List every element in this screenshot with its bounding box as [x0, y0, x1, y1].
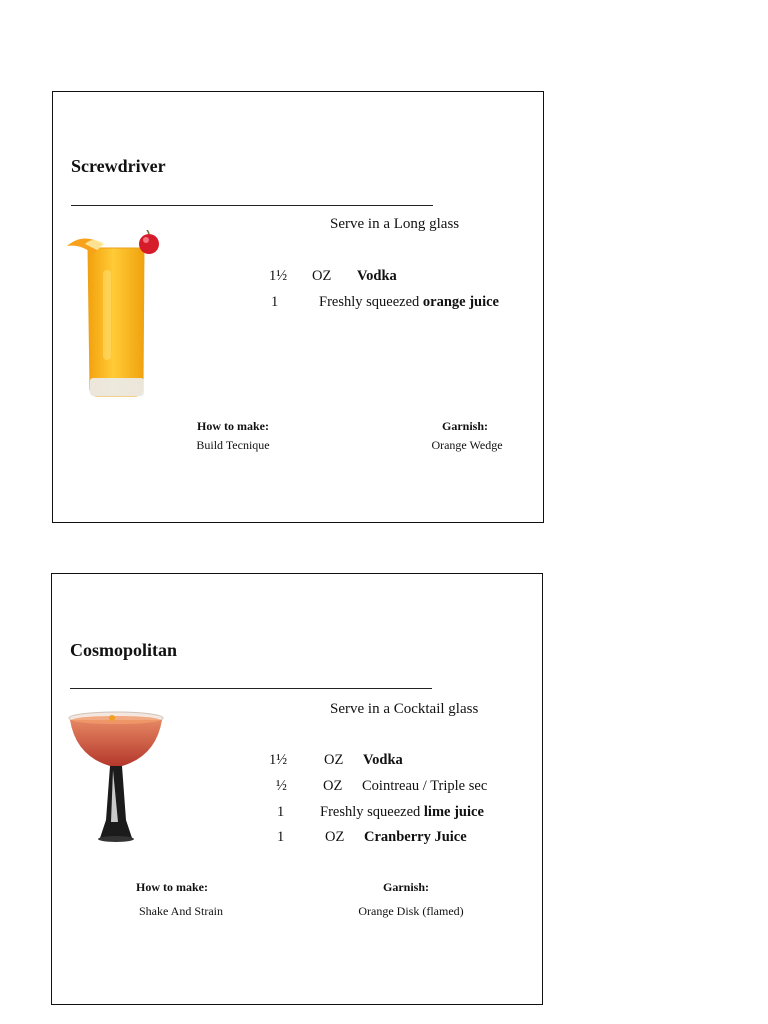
ingredient-name: Cointreau / Triple sec [362, 778, 488, 794]
ingredient-qty: 1 [271, 294, 279, 310]
ingredient-unit: OZ [325, 829, 345, 845]
how-to-make-label: How to make: [197, 419, 269, 433]
garnish-label: Garnish: [382, 880, 429, 894]
recipe-card-screwdriver [52, 91, 544, 523]
divider-rule [70, 688, 432, 689]
ingredient-qty: 1½ [269, 268, 288, 284]
garnish-value: Orange Disk (flamed) [358, 904, 464, 918]
ingredient-name: Cranberry Juice [364, 829, 467, 845]
ingredient-name: Vodka [357, 268, 397, 284]
ingredient-qty: ½ [276, 778, 287, 794]
divider-rule [71, 205, 433, 206]
how-to-make-value: Build Tecnique [196, 438, 270, 452]
recipe-title: Screwdriver [71, 156, 166, 176]
glass-instruction: Serve in a Cocktail glass [330, 701, 479, 717]
glass-instruction: Serve in a Long glass [330, 216, 460, 232]
how-to-make-label: How to make: [136, 880, 208, 894]
ingredient-unit: OZ [312, 268, 332, 284]
ingredient-qty: 1½ [269, 752, 288, 768]
ingredient-name: Vodka [363, 752, 403, 768]
how-to-make-value: Shake And Strain [139, 904, 223, 918]
highball-drink-image [63, 230, 163, 410]
garnish-value: Orange Wedge [431, 438, 503, 452]
ingredient-unit: OZ [323, 778, 343, 794]
recipe-title: Cosmopolitan [70, 640, 178, 660]
garnish-label: Garnish: [441, 419, 488, 433]
recipe-card-cosmopolitan [51, 573, 543, 1005]
ingredient-name: Freshly squeezed lime juice [320, 804, 484, 820]
ingredient-qty: 1 [277, 804, 285, 820]
ingredient-name: Freshly squeezed orange juice [319, 294, 499, 310]
ingredient-qty: 1 [277, 829, 285, 845]
martini-drink-image [66, 710, 166, 850]
ingredient-unit: OZ [324, 752, 344, 768]
